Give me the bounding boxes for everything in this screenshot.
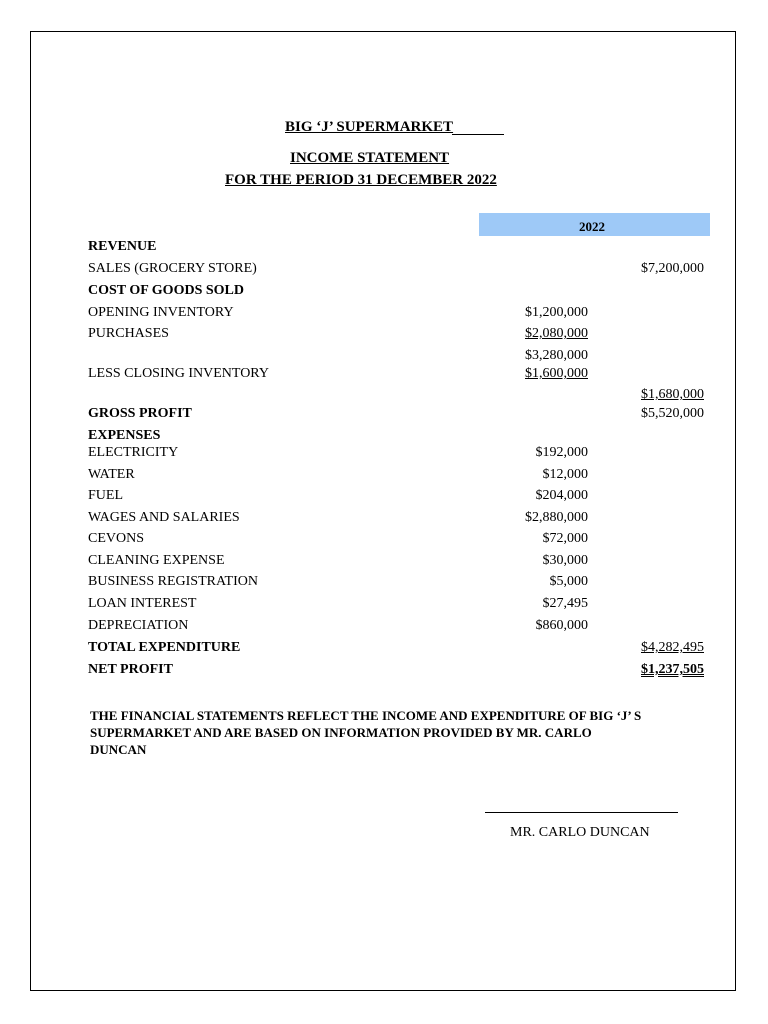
cogs-subtotal-value: $3,280,000 (525, 348, 588, 363)
expense-value: $5,000 (549, 574, 588, 589)
statement-title: INCOME STATEMENT (290, 150, 450, 166)
cogs-total-value: $1,680,000 (641, 387, 704, 402)
revenue-heading: REVENUE (88, 239, 157, 254)
opening-inventory-label: OPENING INVENTORY (88, 305, 234, 320)
expense-label: WAGES AND SALARIES (88, 510, 240, 525)
purchases-label: PURCHASES (88, 326, 169, 341)
expense-value: $72,000 (542, 531, 588, 546)
closing-inventory-value: $1,600,000 (525, 366, 588, 381)
expense-value: $204,000 (535, 488, 588, 503)
net-profit-label: NET PROFIT (88, 662, 173, 677)
sales-label: SALES (GROCERY STORE) (88, 261, 257, 276)
expense-label: WATER (88, 467, 135, 482)
gross-profit-value: $5,520,000 (641, 406, 704, 421)
expense-value: $27,495 (542, 596, 588, 611)
expense-value: $2,880,000 (525, 510, 588, 525)
company-title: BIG ‘J’ SUPERMARKET (285, 119, 454, 135)
expense-value: $12,000 (542, 467, 588, 482)
total-expenditure-value: $4,282,495 (641, 640, 704, 655)
cogs-heading: COST OF GOODS SOLD (88, 283, 244, 298)
net-profit-value: $1,237,505 (641, 662, 704, 677)
gross-profit-label: GROSS PROFIT (88, 406, 192, 421)
expense-label: LOAN INTEREST (88, 596, 197, 611)
expense-value: $30,000 (542, 553, 588, 568)
expense-label: BUSINESS REGISTRATION (88, 574, 258, 589)
expense-label: DEPRECIATION (88, 618, 189, 633)
signature-line (485, 812, 678, 813)
title-underline-extension (452, 134, 504, 135)
purchases-value: $2,080,000 (525, 326, 588, 341)
signatory-name: MR. CARLO DUNCAN (510, 825, 650, 840)
expenses-heading: EXPENSES (88, 428, 161, 443)
opening-inventory-value: $1,200,000 (525, 305, 588, 320)
period-title: FOR THE PERIOD 31 DECEMBER 2022 (225, 172, 497, 188)
closing-inventory-label: LESS CLOSING INVENTORY (88, 366, 269, 381)
expense-label: FUEL (88, 488, 123, 503)
expense-label: CLEANING EXPENSE (88, 553, 225, 568)
sales-value: $7,200,000 (641, 261, 704, 276)
total-expenditure-label: TOTAL EXPENDITURE (88, 640, 241, 655)
expense-value: $860,000 (535, 618, 588, 633)
expense-label: ELECTRICITY (88, 445, 179, 460)
expense-label: CEVONS (88, 531, 145, 546)
statement-note: THE FINANCIAL STATEMENTS REFLECT THE INCOME AND EXPENDITURE OF BIG ‘J’ S SUPERMARKET AND ARE BASED ON INFORMATION PROVIDED BY MR. CARLO DUNCAN (90, 708, 642, 757)
expense-value: $192,000 (535, 445, 588, 460)
year-column-label: 2022 (579, 219, 605, 234)
